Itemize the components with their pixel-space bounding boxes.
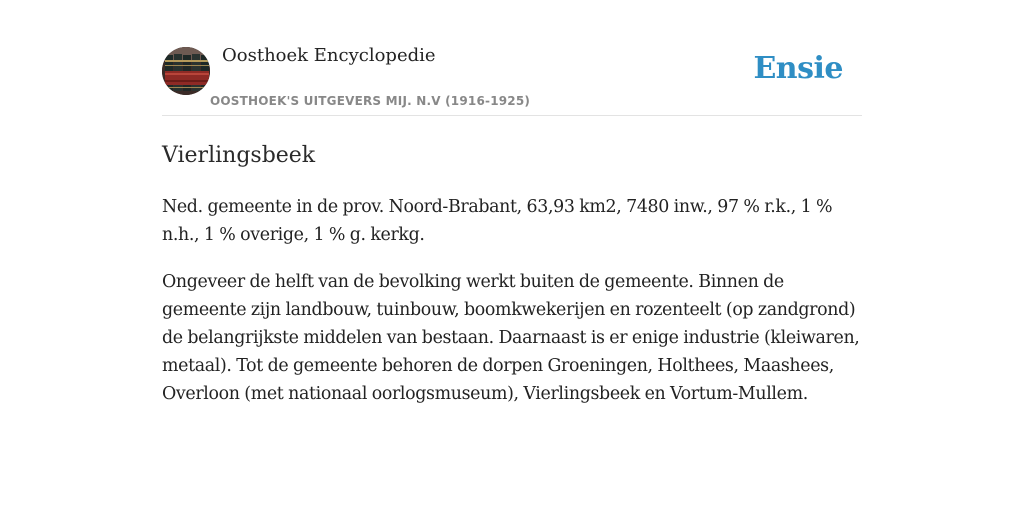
ensie-logo-link[interactable]: Ensie bbox=[753, 51, 843, 86]
source-subtitle: OOSTHOEK'S UITGEVERS MIJ. N.V (1916-1925) bbox=[210, 94, 531, 108]
source-header bbox=[162, 0, 862, 116]
article-paragraph-1: Ned. gemeente in de prov. Noord-Brabant, 63,93 km2, 7480 inw., 97 % r.k., 1 % n.h., 1 % overige, 1 % g. kerkg. bbox=[162, 197, 833, 245]
source-title[interactable]: Oosthoek Encyclopedie bbox=[222, 45, 436, 66]
book-spines-icon[interactable] bbox=[162, 47, 210, 95]
article-title: Vierlingsbeek bbox=[162, 143, 316, 168]
article-paragraph-2: Ongeveer de helft van de bevolking werkt buiten de gemeente. Binnen de gemeente zijn landbouw, tuinbouw, boomkwekerijen en rozenteelt (op zandgrond) de belangrijkste middelen van bestaan. Daarnaast is er enige industrie (kleiwaren, metaal). Tot de gemeente behoren de dorpen Groeningen, Holthees, Maashees, Overloon (met nationaal oorlogsmuseum), Vierlingsbeek en Vortum-Mullem. bbox=[162, 272, 860, 404]
page bbox=[162, 0, 862, 408]
